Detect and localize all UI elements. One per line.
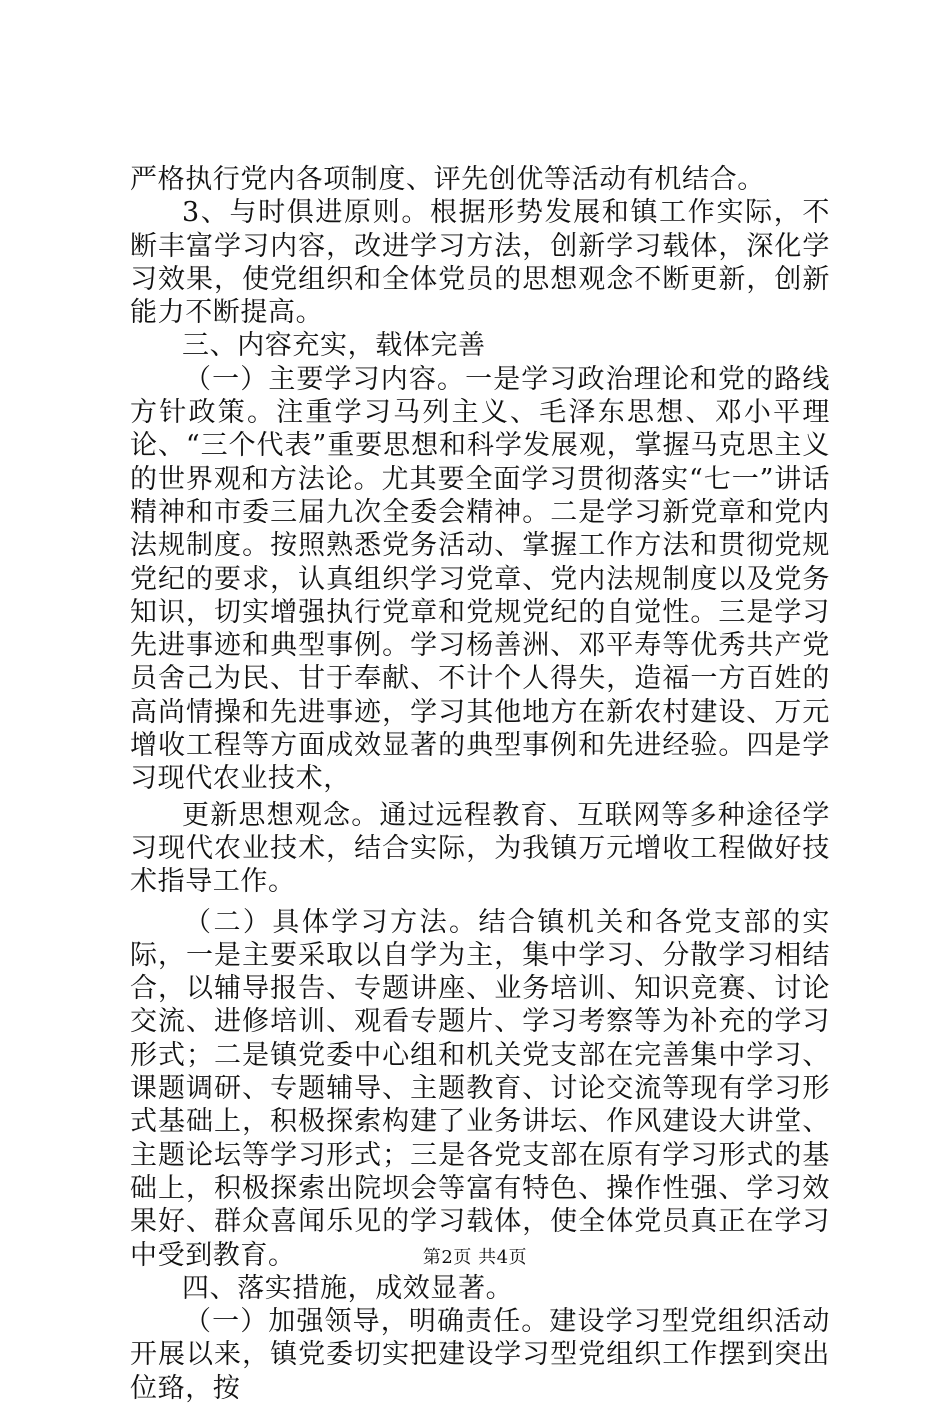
paragraph-leadership: （一）加强领导，明确责任。建设学习型党组织活动开展以来，镇党委切实把建设学习型党组织工作摆到突出位臵，按 [130, 1306, 830, 1404]
paragraph-continuation: 严格执行党内各项制度、评先创优等活动有机结合。 [130, 164, 765, 195]
page-footer: 第2页 共4页 [422, 1247, 528, 1268]
paragraph-principle-3: 3、与时俱进原则。根据形势发展和镇工作实际，不断丰富学习内容，改进学习方法，创新学习载体，深化学习效果，使党组织和全体党员的思想观念不断更新，创新能力不断提高。 [130, 197, 830, 329]
paragraph-study-methods: （二）具体学习方法。结合镇机关和各党支部的实际，一是主要采取以自学为主，集中学习、分散学习相结合，以辅导报告、专题讲座、业务培训、知识竞赛、讨论交流、进修培训、观看专题片、学习考察等为补充的学习形式；二是镇党委中心组和机关党支部在完善集中学习、课题调研、专题辅导、主题教育、讨论交流等现有学习形式基础上，积极探索构建了业务讲坛、作风建设大讲堂、主题论坛等学习形式；三是各党支部在原有学习形式的基础上，积极探索出院坝会等富有特色、操作性强、学习效果好、群众喜闻乐见的学习载体，使全体党员真正在学习中受到教育。 [130, 906, 830, 1271]
paragraph-study-content: （一）主要学习内容。一是学习政治理论和党的路线方针政策。注重学习马列主义、毛泽东思想、邓小平理论、“三个代表”重要思想和科学发展观，掌握马克思主义的世界观和方法论。尤其要全面学习贯彻落实“七一”讲话精神和市委三届九次全委会精神。二是学习新党章和党内法规制度。按照熟悉党务活动、掌握工作方法和贯彻党规党纪的要求，认真组织学习党章、党内法规制度以及党务知识，切实增强执行党章和党规党纪的自觉性。三是学习先进事迹和典型事例。学习杨善洲、邓平寿等优秀共产党员舍己为民、甘于奉献、不计个人得失，造福一方百姓的高尚情操和先进事迹，学习其他地方在新农村建设、万元增收工程等方面成效显著的典型事例和先进经验。四是学习现代农业技术， [130, 363, 830, 795]
paragraph-update-thinking: 更新思想观念。通过远程教育、互联网等多种途径学习现代农业技术，结合实际，为我镇万元增收工程做好技术指导工作。 [130, 799, 830, 898]
document-body [130, 163, 830, 1405]
section-heading-4: 四、落实措施，成效显著。 [182, 1272, 514, 1304]
section-heading-3: 三、内容充实，载体完善 [182, 330, 486, 362]
